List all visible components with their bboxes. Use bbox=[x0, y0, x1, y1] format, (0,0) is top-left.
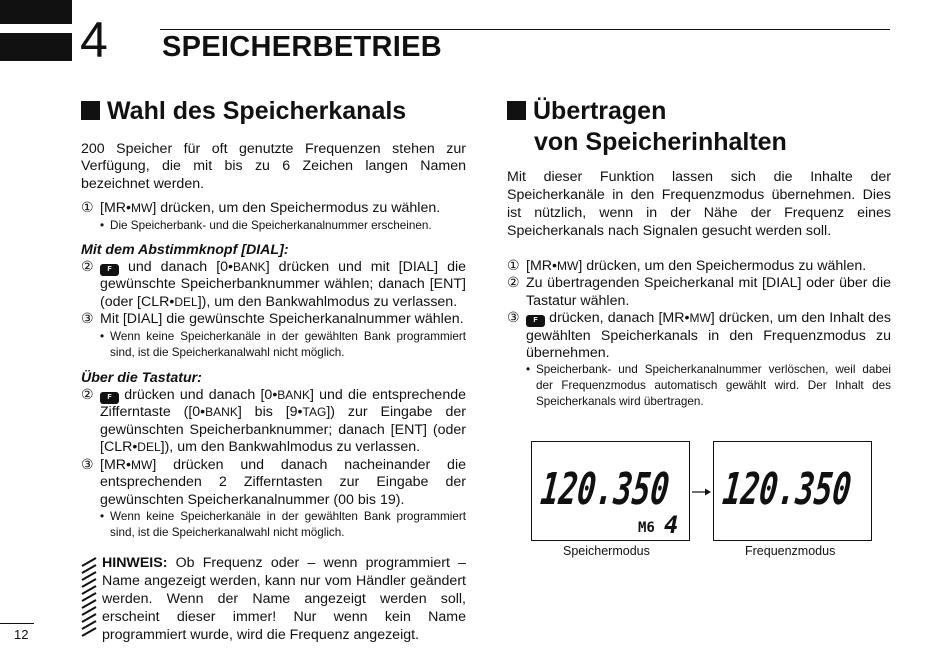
note-box bbox=[81, 554, 466, 644]
dial-step-2: ② F und danach [0•BANK] drücken und mit [DIAL] die gewünschte Speicherbanknummer wählen; danach [ENT] (oder [CLR•DEL]), um den Bankwahlmodus zu verlassen. bbox=[81, 259, 466, 310]
keypad-step-3: ③ [MR•MW] drücken und danach nacheinander die entsprechenden 2 Zifferntasten zur Eingabe der gewünschten Speicherkanalnummer (00 bis 19). bbox=[81, 456, 466, 508]
left-intro: 200 Speicher für oft genutzte Frequenzen stehen zur Verfügung, die mit bis zu 6 Zeichen langen Namen bezeichnet werden. bbox=[81, 141, 466, 192]
right-intro: Mit dieser Funktion lassen sich die Inhalte der Speicherkanäle in den Frequenzmodus übernehmen. Dies ist nützlich, wenn in der Nähe der Frequenz eines Speicherkanals nach Signalen gesucht werden soll. bbox=[507, 169, 891, 239]
square-bullet-icon bbox=[507, 101, 526, 120]
arrow-right-icon bbox=[692, 487, 712, 497]
f-key-icon: F bbox=[100, 264, 119, 276]
dial-step-3-note: • Wenn keine Speicherkanäle in der gewählten Bank programmiert sind, ist die Speicherkanalwahl nicht möglich. bbox=[100, 329, 466, 359]
left-step-1: ① [MR•MW] drücken, um den Speichermodus zu wählen. bbox=[81, 200, 441, 217]
lcd-vfo-svg bbox=[714, 442, 912, 540]
page-number: 12 bbox=[14, 627, 29, 642]
lcd-memory-tag: M6 bbox=[638, 520, 655, 536]
chapter-number: 4 bbox=[80, 12, 108, 68]
chapter-title: SPEICHERBETRIEB bbox=[162, 31, 443, 63]
section-title-left: Wahl des Speicherkanals bbox=[81, 96, 466, 127]
keypad-step-2: ② F drücken und danach [0•BANK] und die entsprechende Zifferntaste ([0•BANK] bis [9•TAG]) zur Eingabe der gewünschten Speicherbanknummer; danach [ENT] (oder [CLR•DEL]), um den Bankwahlmodus zu verlassen. bbox=[81, 387, 466, 456]
left-step-1-note: • Die Speicherbank- und die Speicherkanalnummer erscheinen. bbox=[100, 218, 432, 232]
caption-memory-mode: Speichermodus bbox=[563, 544, 650, 558]
left-column bbox=[81, 96, 466, 644]
chapter-tab-bar-top bbox=[0, 0, 72, 24]
dial-heading: Mit dem Abstimmknopf [DIAL]: bbox=[81, 241, 289, 258]
lcd-memory-mode bbox=[531, 441, 730, 541]
page-number-rule bbox=[0, 623, 34, 624]
note-hatch-icon bbox=[81, 558, 97, 640]
keypad-step-3-note: • Wenn keine Speicherkanäle in der gewählten Bank programmiert sind, ist die Speicherkanalwahl nicht möglich. bbox=[100, 509, 466, 539]
dial-step-3: ③ Mit [DIAL] die gewünschte Speicherkanalnummer wählen. bbox=[81, 311, 464, 328]
lcd-memory-channel: 4 bbox=[664, 511, 679, 539]
note-text: Ob Frequenz oder – wenn programmiert – Name angezeigt werden, kann nur vom Händler geändert werden. Wenn der Name angezeigt werden soll, erscheint dieser immer! Nur wenn kein Name programmiert wurde, wird die Frequenz angezeigt. bbox=[102, 554, 466, 643]
right-step-1: ① [MR•MW] drücken, um den Speichermodus zu wählen. bbox=[507, 258, 867, 274]
lcd-vfo-frequency: 120.350 bbox=[720, 464, 912, 515]
keypad-heading: Über die Tastatur: bbox=[81, 369, 202, 386]
f-key-icon: F bbox=[526, 315, 545, 327]
right-step-2: ② Zu übertragenden Speicherkanal mit [DIAL] oder über die Tastatur wählen. bbox=[507, 275, 891, 309]
square-bullet-icon bbox=[81, 101, 100, 120]
lcd-memory-frequency: 120.350 bbox=[538, 464, 730, 515]
chapter-tab-bar bbox=[0, 33, 72, 61]
lcd-memory-svg bbox=[532, 442, 730, 540]
section-title-right: Übertragen von Speicherinhalten bbox=[507, 96, 891, 158]
right-step-3-note: • Speicherbank- und Speicherkanalnummer verlöschen, weil dabei der Frequenzmodus automatisch gewählt wird. Der Inhalt des Speicherkanals wird übertragen. bbox=[526, 363, 891, 409]
caption-frequency-mode: Frequenzmodus bbox=[745, 544, 836, 558]
right-step-3: ③ F drücken, danach [MR•MW] drücken, um den Inhalt des gewählten Speicherkanals in den Frequenzmodus zu übernehmen. bbox=[507, 310, 891, 362]
note-label: HINWEIS: bbox=[102, 554, 168, 571]
f-key-icon: F bbox=[100, 392, 119, 404]
right-column bbox=[507, 96, 891, 410]
lcd-frequency-mode bbox=[713, 441, 912, 541]
